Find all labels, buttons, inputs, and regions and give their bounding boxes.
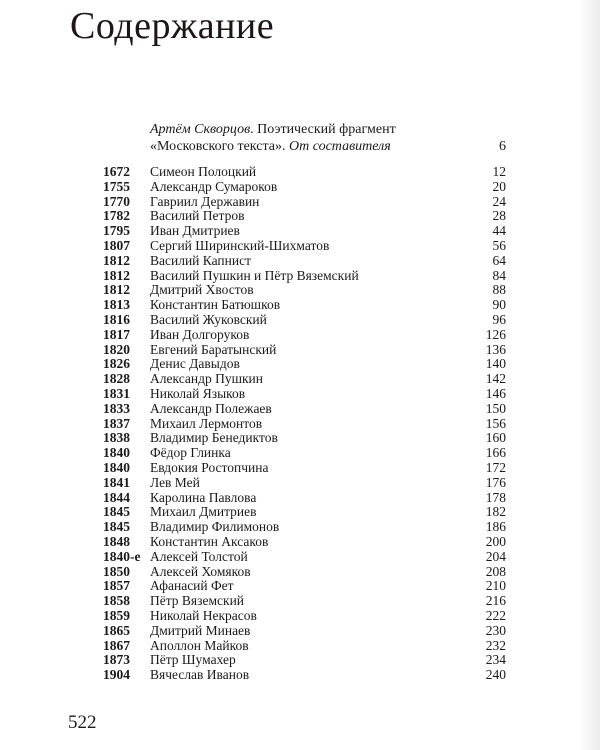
- toc-year: 1858: [103, 593, 130, 609]
- toc-row[interactable]: [103, 446, 506, 461]
- toc-page-number: 186: [485, 519, 506, 535]
- toc-year: 1859: [103, 607, 130, 623]
- toc-row[interactable]: [103, 209, 506, 224]
- toc-row[interactable]: [103, 653, 506, 668]
- toc-year: 1672: [103, 164, 130, 179]
- toc-row[interactable]: [103, 402, 506, 417]
- toc-page-number: 234: [485, 652, 506, 668]
- toc-year: 1867: [103, 637, 130, 653]
- intro-line-2: [150, 138, 506, 155]
- toc-author-name: Александр Полежаев: [150, 400, 272, 416]
- toc-year: 1782: [103, 208, 130, 224]
- toc-page-number: 182: [485, 504, 506, 520]
- toc-page-number: 166: [485, 445, 506, 461]
- toc-author-name: Владимир Бенедиктов: [150, 430, 278, 446]
- toc-author-name: Лев Мей: [150, 474, 200, 490]
- toc-page-number: 126: [485, 326, 506, 342]
- page-title: Содержание: [70, 5, 275, 47]
- toc-row[interactable]: [103, 328, 506, 343]
- toc-row[interactable]: [103, 298, 506, 313]
- toc-year: 1848: [103, 533, 130, 549]
- toc-page-number: 28: [492, 208, 506, 224]
- toc-year: 1795: [103, 223, 130, 239]
- toc-page-number: 230: [485, 622, 506, 638]
- toc-page-number: 90: [492, 297, 506, 313]
- toc-author-name: Михаил Лермонтов: [150, 415, 263, 431]
- intro-entry[interactable]: [150, 121, 506, 155]
- toc-year: 1826: [103, 356, 130, 372]
- toc-page-number: 24: [492, 193, 506, 209]
- toc-year: 1840-е: [103, 548, 141, 564]
- toc-author-name: Фёдор Глинка: [150, 445, 231, 461]
- toc-row[interactable]: [103, 639, 506, 654]
- toc-year: 1807: [103, 237, 130, 253]
- contents-list: [103, 165, 506, 683]
- toc-year: 1857: [103, 578, 130, 594]
- toc-author-name: Сергий Ширинский-Шихматов: [150, 237, 330, 253]
- toc-year: 1840: [103, 445, 130, 461]
- toc-author-name: Евгений Баратынский: [150, 341, 277, 357]
- toc-row[interactable]: [103, 535, 506, 550]
- toc-author-name: Денис Давыдов: [150, 356, 240, 372]
- toc-row[interactable]: [103, 417, 506, 432]
- toc-author-name: Вячеслав Иванов: [150, 667, 250, 683]
- toc-author-name: Дмитрий Минаев: [150, 622, 251, 638]
- toc-page-number: 140: [485, 356, 506, 372]
- toc-row[interactable]: [103, 224, 506, 239]
- toc-page-number: 12: [492, 164, 506, 179]
- toc-row[interactable]: [103, 624, 506, 639]
- toc-author-name: Афанасий Фет: [150, 578, 234, 594]
- toc-author-name: Александр Сумароков: [150, 178, 278, 194]
- toc-year: 1845: [103, 519, 130, 535]
- intro-text-1: . Поэтический фрагмент: [250, 122, 396, 137]
- toc-author-name: Василий Петров: [150, 208, 245, 224]
- toc-row[interactable]: [103, 609, 506, 624]
- page-folio-number: 522: [68, 712, 97, 733]
- toc-page-number: 64: [492, 252, 506, 268]
- toc-page-number: 160: [485, 430, 506, 446]
- toc-row[interactable]: [103, 239, 506, 254]
- toc-author-name: Василий Жуковский: [150, 311, 267, 327]
- toc-year: 1841: [103, 474, 130, 490]
- toc-page-number: 136: [485, 341, 506, 357]
- toc-row[interactable]: [103, 594, 506, 609]
- toc-author-name: Алексей Толстой: [150, 548, 248, 564]
- toc-year: 1831: [103, 385, 130, 401]
- toc-year: 1812: [103, 252, 130, 268]
- toc-page-number: 240: [485, 667, 506, 683]
- toc-author-name: Константин Батюшков: [150, 297, 281, 313]
- toc-page-number: 222: [485, 607, 506, 623]
- toc-year: 1838: [103, 430, 130, 446]
- toc-author-name: Николай Языков: [150, 385, 246, 401]
- intro-author: Артём Скворцов: [150, 122, 251, 137]
- toc-year: 1873: [103, 652, 130, 668]
- toc-year: 1812: [103, 267, 130, 283]
- toc-page-number: 20: [492, 178, 506, 194]
- toc-row[interactable]: [103, 520, 506, 535]
- toc-author-name: Пётр Шумахер: [150, 652, 236, 668]
- toc-author-name: Каролина Павлова: [150, 489, 257, 505]
- toc-row[interactable]: [103, 372, 506, 387]
- toc-page-number: 178: [485, 489, 506, 505]
- toc-author-name: Иван Долгоруков: [150, 326, 250, 342]
- toc-page-number: 176: [485, 474, 506, 490]
- toc-page-number: 142: [485, 371, 506, 387]
- toc-page-number: 88: [492, 282, 506, 298]
- toc-author-name: Аполлон Майков: [150, 637, 249, 653]
- toc-page-number: 200: [485, 533, 506, 549]
- toc-author-name: Александр Пушкин: [150, 371, 263, 387]
- toc-page-number: 172: [485, 459, 506, 475]
- toc-author-name: Пётр Вяземский: [150, 593, 245, 609]
- toc-row[interactable]: [103, 254, 506, 269]
- toc-row[interactable]: [103, 505, 506, 520]
- toc-page-number: 210: [485, 578, 506, 594]
- toc-row[interactable]: [103, 461, 506, 476]
- toc-year: 1813: [103, 297, 130, 313]
- page-edge-shadow: [578, 0, 600, 750]
- toc-row[interactable]: [103, 579, 506, 594]
- toc-page-number: 84: [492, 267, 506, 283]
- toc-row[interactable]: [103, 550, 506, 565]
- toc-year: 1850: [103, 563, 130, 579]
- toc-author-name: Василий Пушкин и Пётр Вяземский: [150, 267, 359, 283]
- toc-year: 1845: [103, 504, 130, 520]
- toc-page-number: 208: [485, 563, 506, 579]
- toc-row[interactable]: [103, 269, 506, 284]
- toc-year: 1816: [103, 311, 130, 327]
- toc-year: 1755: [103, 178, 130, 194]
- toc-year: 1820: [103, 341, 130, 357]
- toc-page-number: 150: [485, 400, 506, 416]
- toc-row[interactable]: [103, 476, 506, 491]
- toc-year: 1812: [103, 282, 130, 298]
- toc-author-name: Михаил Дмитриев: [150, 504, 257, 520]
- toc-row[interactable]: [103, 491, 506, 506]
- toc-page-number: 156: [485, 415, 506, 431]
- toc-row[interactable]: [103, 357, 506, 372]
- toc-author-name: Иван Дмитриев: [150, 223, 240, 239]
- toc-row[interactable]: [103, 343, 506, 358]
- toc-page-number: 44: [492, 223, 506, 239]
- toc-year: 1817: [103, 326, 130, 342]
- toc-author-name: Симеон Полоцкий: [150, 164, 257, 179]
- toc-page-number: 146: [485, 385, 506, 401]
- toc-author-name: Гавриил Державин: [150, 193, 260, 209]
- toc-author-name: Дмитрий Хвостов: [150, 282, 254, 298]
- intro-line-1: [150, 121, 506, 138]
- intro-from-compiler: От составителя: [288, 139, 391, 154]
- toc-row[interactable]: [103, 431, 506, 446]
- toc-row[interactable]: [103, 180, 506, 195]
- toc-author-name: Владимир Филимонов: [150, 519, 280, 535]
- toc-author-name: Николай Некрасов: [150, 607, 257, 623]
- toc-page-number: 204: [485, 548, 506, 564]
- toc-row[interactable]: [103, 283, 506, 298]
- toc-page-number: 216: [485, 593, 506, 609]
- intro-page-number: 6: [499, 139, 506, 154]
- toc-year: 1904: [103, 667, 130, 683]
- toc-page-number: 96: [492, 311, 506, 327]
- toc-row[interactable]: [103, 313, 506, 328]
- toc-author-name: Евдокия Ростопчина: [150, 459, 269, 475]
- toc-year: 1770: [103, 193, 130, 209]
- toc-row[interactable]: [103, 165, 506, 180]
- toc-author-name: Константин Аксаков: [150, 533, 269, 549]
- toc-author-name: Алексей Хомяков: [150, 563, 251, 579]
- toc-page-number: 232: [485, 637, 506, 653]
- toc-row[interactable]: [103, 565, 506, 580]
- toc-author-name: Василий Капнист: [150, 252, 251, 268]
- toc-row[interactable]: [103, 668, 506, 683]
- toc-year: 1833: [103, 400, 130, 416]
- toc-year: 1837: [103, 415, 130, 431]
- toc-year: 1828: [103, 371, 130, 387]
- toc-year: 1840: [103, 459, 130, 475]
- toc-year: 1865: [103, 622, 130, 638]
- toc-row[interactable]: [103, 195, 506, 210]
- toc-year: 1844: [103, 489, 130, 505]
- toc-page-number: 56: [492, 237, 506, 253]
- intro-text-2: «Московского текста».: [150, 139, 289, 154]
- toc-row[interactable]: [103, 387, 506, 402]
